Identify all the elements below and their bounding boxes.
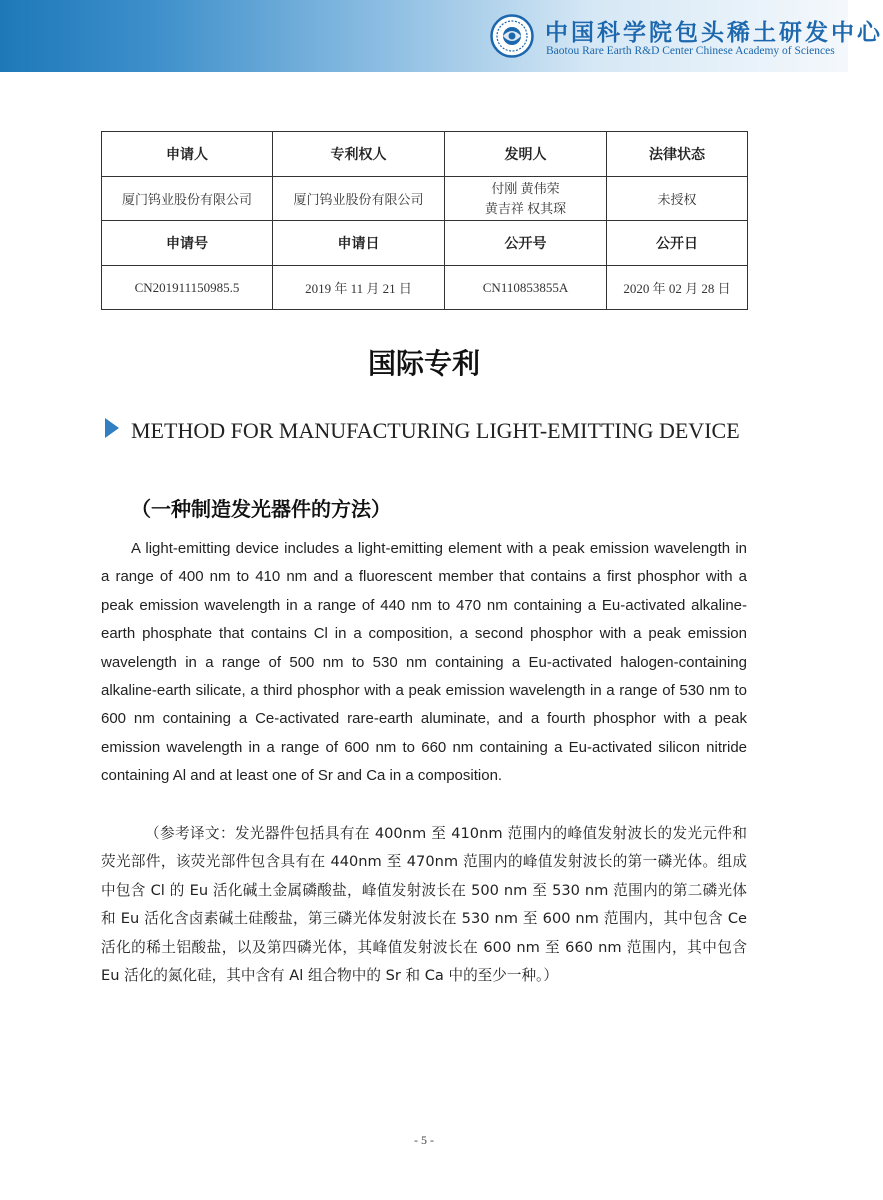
cell-patentee: 厦门钨业股份有限公司: [273, 177, 445, 221]
header-inventors: 发明人: [445, 132, 607, 177]
table-header-row: [102, 132, 748, 177]
patent-title-cn: （一种制造发光器件的方法）: [131, 497, 391, 521]
cell-publication-date: 2020 年 02 月 28 日: [607, 266, 748, 310]
abstract-en: A light-emitting device includes a light-emitting element with a peak emission wavelength in a range of 400 nm to 410 nm and a fluorescent member that contains a first phosphor with a peak emission wavelength in a range of 440 nm to 470 nm containing a Eu-activated alkaline-earth phosphate that contains Cl in a composition, a second phosphor with a peak emission wavelength in a range of 500 nm to 530 nm containing a Eu-activated halogen-containing alkaline-earth silicate, a third phosphor with a peak emission wavelength in a range of 530 nm to 600 nm containing a Ce-activated rare-earth aluminate, and a fourth phosphor with a peak emission wavelength in a range of 600 nm to 660 nm containing a Eu-activated silicon nitride containing Al and at least one of Sr and Ca in a composition.: [101, 540, 747, 785]
cas-logo-icon: [490, 14, 534, 58]
patent-info-table: [101, 131, 748, 310]
bullet-arrow-icon: [105, 418, 119, 438]
inventors-line-2: 黄吉祥 权其琛: [484, 200, 567, 216]
header-application-date: 申请日: [273, 221, 445, 266]
page-number: - 5 -: [414, 1133, 434, 1147]
header-publication-number: 公开号: [445, 221, 607, 266]
cell-application-number: CN201911150985.5: [102, 266, 273, 310]
patent-title-en: METHOD FOR MANUFACTURING LIGHT-EMITTING DEVICE: [131, 418, 740, 443]
header-application-number: 申请号: [102, 221, 273, 266]
cell-legal-status: 未授权: [607, 177, 748, 221]
header-legal-status: 法律状态: [607, 132, 748, 177]
cell-application-date: 2019 年 11 月 21 日: [273, 266, 445, 310]
table-row: [102, 177, 748, 221]
cell-inventors: [445, 177, 607, 221]
abstract-translation-cn: （参考译文：发光器件包括具有在 400nm 至 410nm 范围内的峰值发射波长的发光元件和荧光部件，该荧光部件包含具有在 440nm 至 470nm 范围内的峰值发射波长的第一磷光体。组成中包含 Cl 的 Eu 活化碱土金属磷酸盐，峰值发射波长在 500 nm 至 530 nm 范围内的第二磷光体和 Eu 活化含卤素碱土硅酸盐，第三磷光体发射波长在 530 nm 至 600 nm 范围内，其中包含 Ce 活化的稀土铝酸盐，以及第四磷光体，其峰值发射波长在 600 nm 至 660 nm 范围内，其中包含 Eu 活化的氮化硅，其中含有 Al 组合物中的 Sr 和 Ca 中的至少一种。）: [101, 825, 747, 985]
cell-publication-number: CN110853855A: [445, 266, 607, 310]
inventors-line-1: 付刚 黄伟荣: [491, 180, 560, 196]
table-header-row: [102, 221, 748, 266]
section-title: 国际专利: [367, 347, 480, 380]
org-name-en: Baotou Rare Earth R&D Center Chinese Academy of Sciences: [546, 45, 835, 57]
table-row: [102, 266, 748, 310]
org-name-cn: 中国科学院包头稀土研发中心: [545, 19, 883, 46]
header-applicant: 申请人: [102, 132, 273, 177]
header-patentee: 专利权人: [273, 132, 445, 177]
cell-applicant: 厦门钨业股份有限公司: [102, 177, 273, 221]
header-publication-date: 公开日: [607, 221, 748, 266]
